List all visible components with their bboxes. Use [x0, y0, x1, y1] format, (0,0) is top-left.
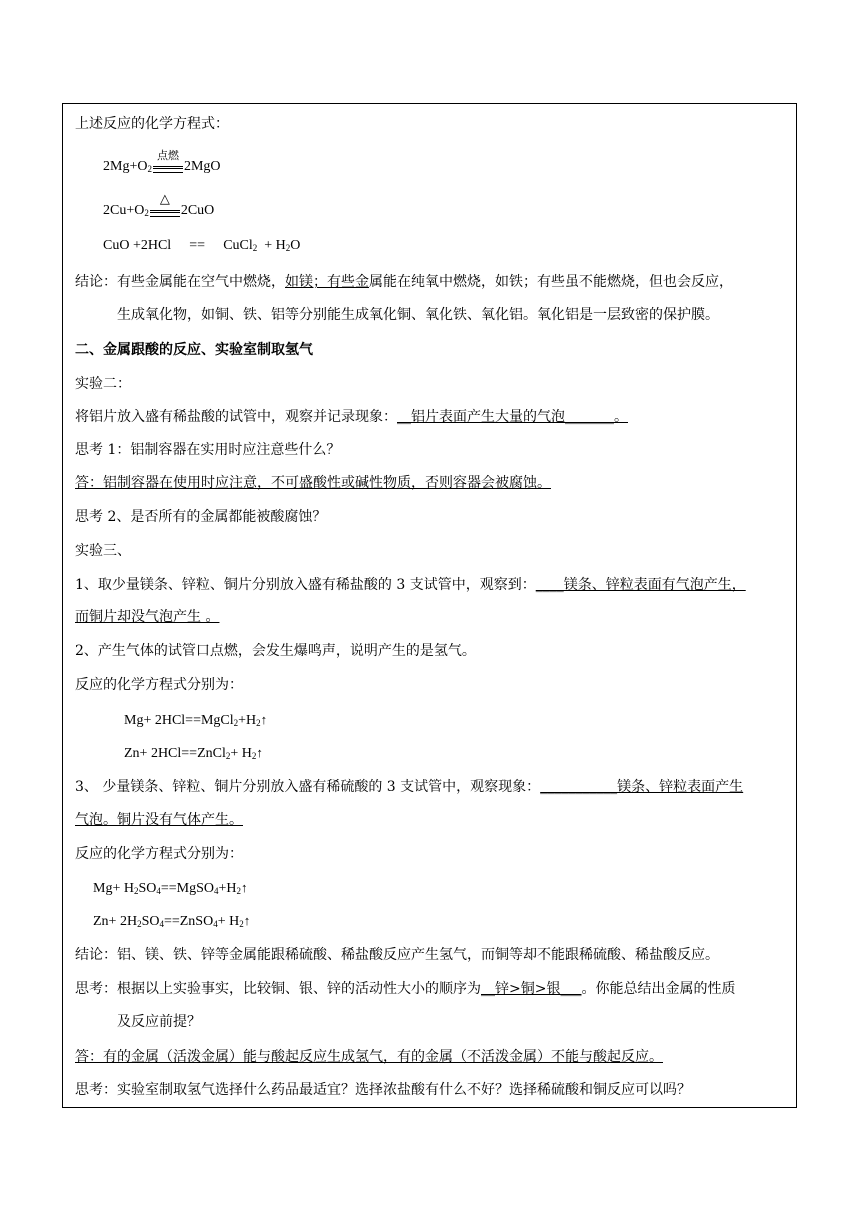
answer-1: 答：铝制容器在使用时应注意，不可盛酸性或碱性物质，否则容器会被腐蚀。 — [75, 475, 551, 491]
step-2: 2、产生气体的试管口点燃，会发生爆鸣声，说明产生的是氢气。 — [75, 643, 476, 659]
reaction-condition: △ — [149, 202, 181, 220]
conclusion-1: 结论：有些金属能在空气中燃烧，如镁；有些金属能在纯氧中燃烧，如铁；有些虽不能燃烧，但也会反应， — [75, 274, 733, 290]
conclusion-2: 结论：铝、镁、铁、锌等金属能跟稀硫酸、稀盐酸反应产生氢气，而铜等却不能跟稀硫酸、稀盐酸反应。 — [75, 947, 719, 963]
section-heading: 二、金属跟酸的反应、实验室制取氢气 — [75, 342, 313, 358]
equations-label-2: 反应的化学方程式分别为： — [75, 846, 243, 862]
gas-arrow-icon: ↑ — [256, 745, 263, 760]
gas-arrow-icon: ↑ — [243, 913, 251, 928]
question-2: 思考 2、是否所有的金属都能被酸腐蚀？ — [75, 509, 327, 525]
experiment-3-title: 实验三、 — [75, 543, 131, 559]
experiment-2-title: 实验二： — [75, 376, 131, 392]
equation-mg-h2so4: $Mg+ H_2SO_4==MgSO_4+H_2↑$ — [93, 880, 248, 896]
step-3: 3、 少量镁条、锌粒、铜片分别放入盛有稀硫酸的 3 支试管中，观察现象：___________镁条、锌粒表面产生 — [75, 779, 744, 795]
gas-arrow-icon: ↑ — [241, 880, 248, 895]
equation-cu-o2: $2Cu+O_2$ △ 2CuO — [103, 190, 215, 218]
gas-arrow-icon: ↑ — [260, 712, 268, 727]
experiment-2-text: 将铝片放入盛有稀盐酸的试管中，观察并记录现象：__铝片表面产生大量的气泡_______。 — [75, 409, 628, 425]
step-1-cont: 而铜片却没气泡产生 。 — [75, 609, 220, 625]
equation-zn-hcl: Zn+ 2HCl==ZnCl$_2$+ $H_2↑$ — [124, 745, 263, 761]
step-1: 1、取少量镁条、锌粒、铜片分别放入盛有稀盐酸的 3 支试管中，观察到：____镁条、锌粒表面有气泡产生， — [75, 577, 746, 593]
step-3-cont: 气泡。铜片没有气体产生。 — [75, 812, 243, 828]
equations-label-1: 反应的化学方程式分别为： — [75, 677, 243, 693]
answer-3: 答：有的金属（活泼金属）能与酸起反应生成氢气，有的金属（不活泼金属）不能与酸起反应。 — [75, 1049, 663, 1065]
question-1: 思考 1：铝制容器在实用时应注意些什么？ — [75, 442, 341, 458]
intro-text: 上述反应的化学方程式： — [75, 116, 229, 132]
question-3: 思考：根据以上实验事实，比较铜、银、锌的活动性大小的顺序为__锌>铜>银___。你能总结出金属的性质 — [75, 981, 736, 997]
question-4: 思考：实验室制取氢气选择什么药品最适宜？选择浓盐酸有什么不好？选择稀硫酸和铜反应可以吗？ — [75, 1082, 691, 1098]
equation-mg-o2: $2Mg+O_2$ 点燃 2MgO — [103, 149, 221, 174]
equation-zn-h2so4: $Zn+ 2H_2SO_4==ZnSO_4+$ $H_2↑$ — [93, 913, 251, 929]
reaction-condition: 点燃 — [152, 158, 184, 176]
equation-mg-hcl: $Mg+ 2HCl==MgCl_2+H_2↑$ — [124, 712, 268, 728]
question-3-cont: 及反应前提？ — [117, 1014, 201, 1030]
conclusion-1-cont: 生成氧化物，如铜、铁、铝等分别能生成氧化铜、氧化铁、氧化铝。氧化铝是一层致密的保护膜。 — [117, 307, 719, 323]
equation-cuo-hcl: CuO +2HCl == CuCl$_2$ + $H_2O$ — [103, 238, 301, 253]
